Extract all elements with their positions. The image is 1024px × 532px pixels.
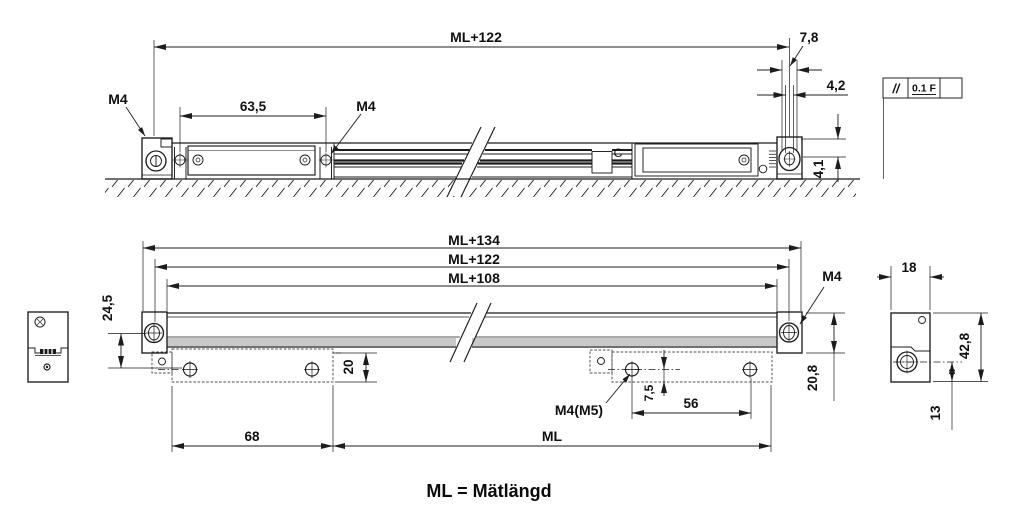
mounting-plate-left <box>152 349 341 382</box>
dim-42-8-label: 42,8 <box>957 332 972 360</box>
dim-56-label: 56 <box>683 396 699 411</box>
dim-63-5-label: 63,5 <box>239 99 267 114</box>
parallelism-symbol-icon: // <box>892 82 900 96</box>
pin-hole <box>44 364 50 370</box>
screw-access-lines <box>782 38 797 153</box>
dim-7-5-label: 7,5 <box>642 384 656 402</box>
screw-icon <box>35 317 45 327</box>
bolt-label-m4-right: M4 <box>822 268 842 284</box>
mounting-plate-right <box>590 350 772 382</box>
dim-13-label: 13 <box>928 405 943 421</box>
pin-hole <box>159 358 166 365</box>
dim-ml122-top-label: ML+122 <box>450 29 502 45</box>
clamp-serration <box>769 151 776 167</box>
section-label-c: C <box>613 146 623 160</box>
plan-view <box>100 232 845 452</box>
reading-head-left <box>173 146 334 179</box>
extrusion-step <box>592 152 612 174</box>
locating-hole <box>759 165 767 173</box>
pin-hole <box>919 317 926 324</box>
end-block-left-plan <box>142 312 167 353</box>
dim-ml134-label: ML+134 <box>448 232 500 248</box>
bolt-label-m4-left: M4 <box>108 91 128 107</box>
right-end-view <box>877 260 988 430</box>
scale-body-plan <box>167 313 777 347</box>
mounting-face-band <box>167 338 456 346</box>
dim-20-8-label: 20,8 <box>805 364 820 392</box>
hole-label-m4m5: M4(M5) <box>554 402 604 418</box>
pin-hole <box>598 358 605 365</box>
clamp-notch <box>891 347 930 351</box>
screw-icon <box>739 155 749 165</box>
dim-4-1-label: 4,1 <box>811 159 826 179</box>
mount-hole-crosshair-icon <box>742 361 758 378</box>
reading-head-right <box>635 144 776 176</box>
dim-ml108-label: ML+108 <box>448 270 500 286</box>
side-view <box>105 29 962 197</box>
screw-icon <box>193 155 203 165</box>
dim-ml-label: ML <box>541 428 563 444</box>
end-block-right-plan <box>777 312 802 353</box>
dim-ml122-label: ML+122 <box>448 251 500 267</box>
left-end-view <box>28 312 68 382</box>
mounting-face-band <box>472 338 777 346</box>
dim-7-8-label: 7,8 <box>799 30 819 45</box>
right-end-view-dimensions <box>877 260 988 430</box>
legend-measuring-length: ML = Mätlängd <box>426 481 552 501</box>
dim-18-label: 18 <box>901 260 917 275</box>
bolt-label-m4-mid: M4 <box>356 98 376 114</box>
end-block-left <box>142 138 172 179</box>
dim-20-label: 20 <box>341 359 356 375</box>
break-lines-icon <box>450 303 491 362</box>
screw-icon <box>300 155 310 165</box>
dim-68-label: 68 <box>244 429 260 444</box>
tolerance-value: 0.1 F <box>912 82 936 95</box>
dim-24-5-label: 24,5 <box>100 294 115 322</box>
extrusion-profile <box>334 143 632 179</box>
end-block-right <box>777 137 802 179</box>
tolerance-frame <box>883 78 962 179</box>
side-view-dimensions <box>108 29 848 182</box>
mount-hole-crosshair-icon <box>304 361 320 378</box>
clamp-slot <box>28 348 68 356</box>
dim-4-2-label: 4,2 <box>826 78 846 93</box>
mount-hole-crosshair-icon <box>182 361 198 378</box>
ground-hatching <box>105 180 856 197</box>
